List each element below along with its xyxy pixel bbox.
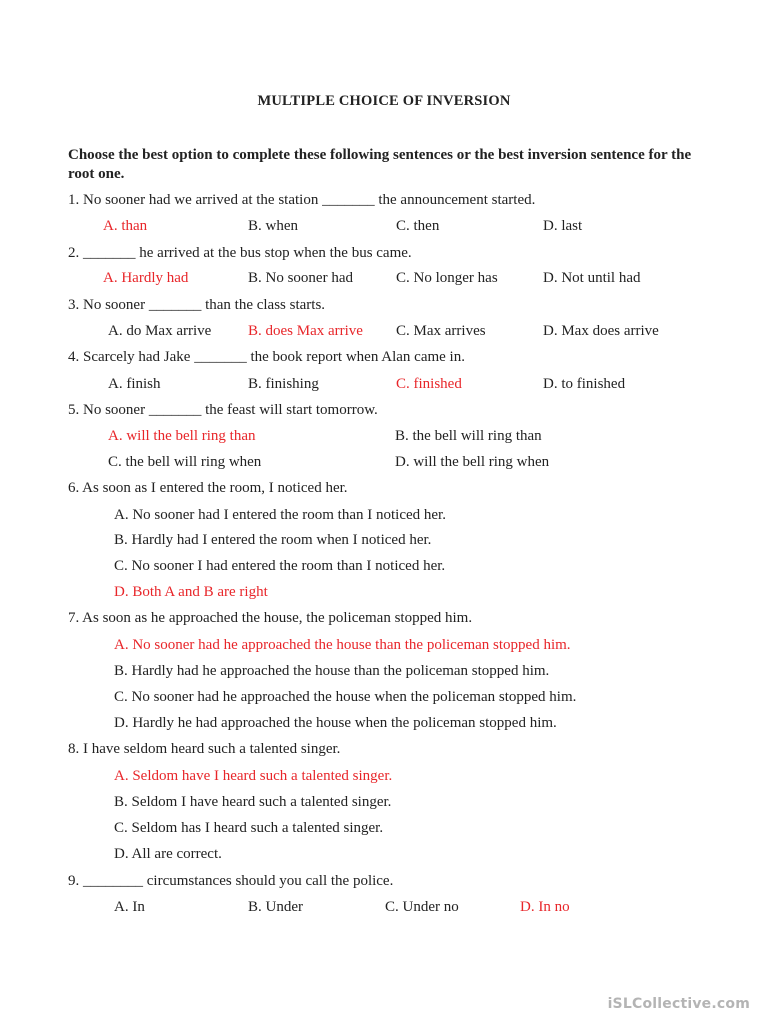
q6-option-c: C. No sooner I had entered the room than I noticed her. [114, 558, 446, 574]
q2-option-c: C. No longer has [396, 270, 498, 286]
q1-option-b: B. when [248, 218, 298, 234]
q3-option-a: A. do Max arrive [108, 323, 212, 339]
q8-option-b: B. Seldom I have heard such a talented singer. [114, 794, 392, 810]
watermark: iSLCollective.com [607, 996, 750, 1012]
q6-option-a: A. No sooner had I entered the room than I noticed her. [114, 507, 446, 523]
q7-option-c: C. No sooner had he approached the house when the policeman stopped him. [114, 689, 577, 705]
q6-option-b: B. Hardly had I entered the room when I noticed her. [114, 532, 432, 548]
q1-option-c: C. then [396, 218, 440, 234]
q5-option-b: B. the bell will ring than [395, 428, 542, 444]
q4-option-d: D. to finished [543, 376, 626, 392]
q3-option-b: B. does Max arrive [248, 323, 363, 339]
q3-option-d: D. Max does arrive [543, 323, 659, 339]
question-5: 5. No sooner _______ the feast will start tomorrow. [68, 402, 378, 418]
q2-option-a: A. Hardly had [103, 270, 189, 286]
q9-option-c: C. Under no [385, 899, 459, 915]
q9-option-b: B. Under [248, 899, 303, 915]
q5-option-c: C. the bell will ring when [108, 454, 262, 470]
instructions: Choose the best option to complete these following sentences or the best inversion sentence for the root one. [68, 147, 692, 182]
question-8: 8. I have seldom heard such a talented singer. [68, 741, 341, 757]
q1-option-d: D. last [543, 218, 583, 234]
q5-option-d: D. will the bell ring when [395, 454, 550, 470]
q2-option-b: B. No sooner had [248, 270, 353, 286]
q5-option-a: A. will the bell ring than [108, 428, 256, 444]
question-7: 7. As soon as he approached the house, the policeman stopped him. [68, 610, 473, 626]
question-1: 1. No sooner had we arrived at the station _______ the announcement started. [68, 192, 536, 208]
q4-option-a: A. finish [108, 376, 161, 392]
q7-option-b: B. Hardly had he approached the house than the policeman stopped him. [114, 663, 550, 679]
q9-option-d: D. In no [520, 899, 570, 915]
question-3: 3. No sooner _______ than the class starts. [68, 297, 326, 313]
q3-option-c: C. Max arrives [396, 323, 486, 339]
q4-option-b: B. finishing [248, 376, 319, 392]
question-4: 4. Scarcely had Jake _______ the book report when Alan came in. [68, 349, 465, 365]
q7-option-a: A. No sooner had he approached the house than the policeman stopped him. [114, 637, 571, 653]
question-9: 9. ________ circumstances should you call the police. [68, 873, 394, 889]
q9-option-a: A. In [114, 899, 145, 915]
page-title: MULTIPLE CHOICE OF INVERSION [257, 93, 511, 109]
q6-option-d: D. Both A and B are right [114, 584, 268, 600]
q7-option-d: D. Hardly he had approached the house when the policeman stopped him. [114, 715, 557, 731]
question-2: 2. _______ he arrived at the bus stop when the bus came. [68, 245, 412, 261]
q8-option-d: D. All are correct. [114, 846, 222, 862]
q2-option-d: D. Not until had [543, 270, 641, 286]
question-6: 6. As soon as I entered the room, I noticed her. [68, 480, 348, 496]
q1-option-a: A. than [103, 218, 148, 234]
q8-option-a: A. Seldom have I heard such a talented singer. [114, 768, 393, 784]
q8-option-c: C. Seldom has I heard such a talented singer. [114, 820, 384, 836]
q4-option-c: C. finished [396, 376, 462, 392]
